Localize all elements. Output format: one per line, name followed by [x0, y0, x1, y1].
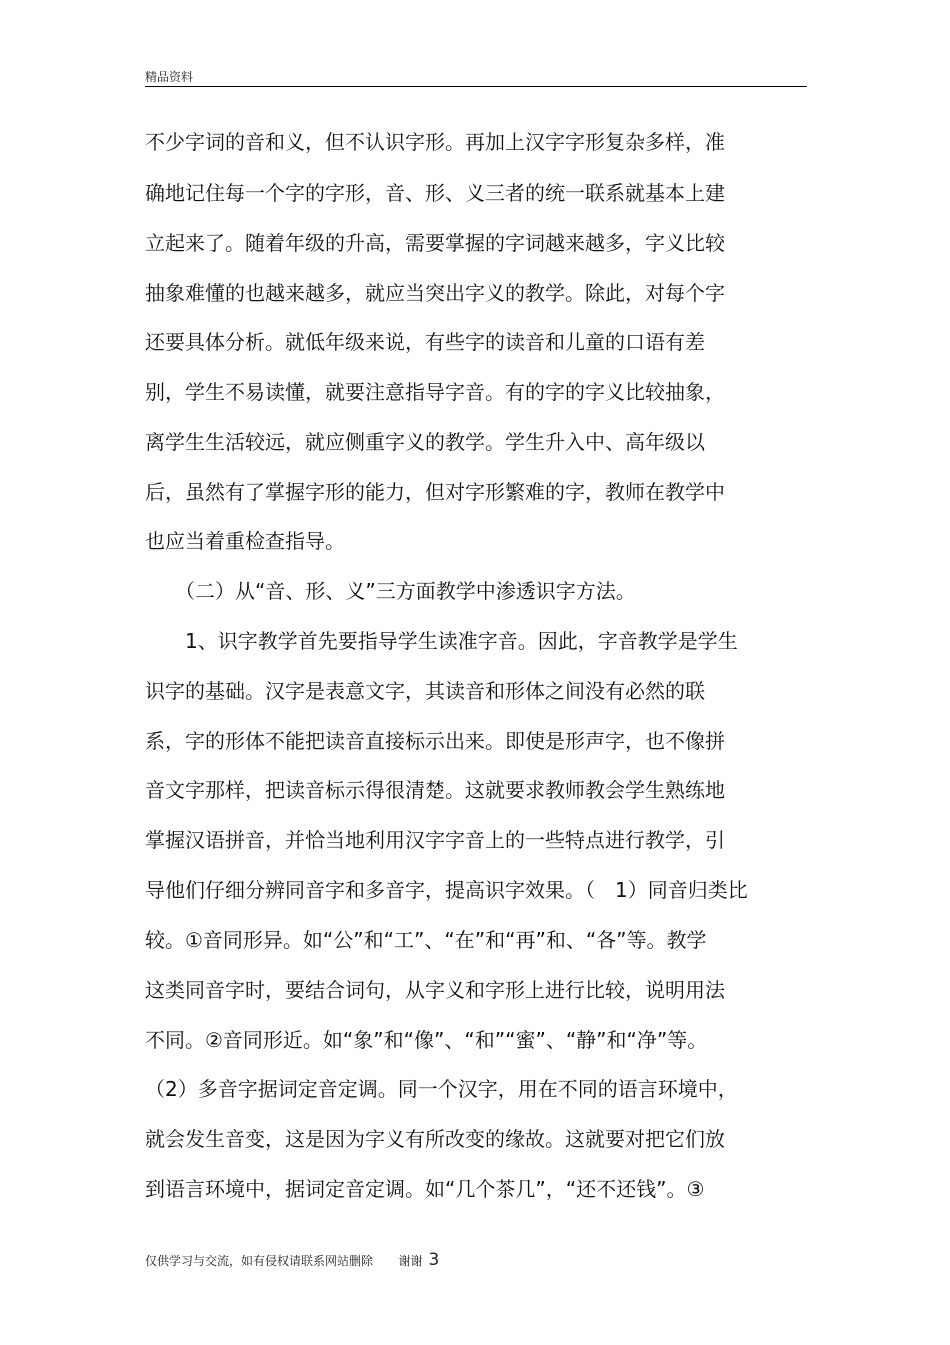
text-line: 确地记住每一个字的字形，音、形、义三者的统一联系就基本上建	[145, 181, 725, 205]
text-line: 就会发生音变，这是因为字义有所改变的缘故。这就要对把它们放	[145, 1127, 725, 1151]
text-line: （2）多音字据词定音定调。同一个汉字，用在不同的语言环境中，	[145, 1077, 738, 1101]
text-line: 别，学生不易读懂，就要注意指导字音。有的字的字义比较抽象，	[145, 380, 725, 404]
text-line: 抽象难懂的也越来越多，就应当突出字义的教学。除此，对每个字	[145, 281, 725, 305]
text-line: 立起来了。随着年级的升高，需要掌握的字词越来越多，字义比较	[145, 231, 725, 255]
text-line: 也应当着重检查指导。	[145, 529, 345, 553]
text-line: 不少字词的音和义，但不认识字形。再加上汉字字形复杂多样，准	[145, 130, 725, 154]
text-line: 到语言环境中，据词定音定调。如“几个茶几”，“还不还钱”。③	[145, 1177, 705, 1201]
text-line: 系，字的形体不能把读音直接标示出来。即使是形声字，也不像拼	[145, 729, 725, 753]
text-line: 还要具体分析。就低年级来说，有些字的读音和儿童的口语有差	[145, 330, 705, 354]
text-line: 离学生生活较远，就应侧重字义的教学。学生升入中、高年级以	[145, 430, 705, 454]
text-line: 导他们仔细分辨同音字和多音字，提高识字效果。（ 1）同音归类比	[145, 878, 748, 902]
text-line: 后，虽然有了掌握字形的能力，但对字形繁难的字，教师在教学中	[145, 480, 725, 504]
header-rule	[145, 86, 807, 87]
section-heading: （二）从“音、形、义”三方面教学中渗透识字方法。	[145, 579, 636, 603]
footer-thanks: 谢谢	[398, 1254, 423, 1268]
text-line: 较。①音同形异。如“公”和“工”、“在”和“再”和、“各”等。教学	[145, 928, 707, 952]
page-number: 3	[428, 1250, 440, 1270]
footer-notice: 仅供学习与交流，如有侵权请联系网站删除	[145, 1254, 374, 1268]
page-footer	[145, 1250, 439, 1270]
text-line: 音文字那样，把读音标示得很清楚。这就要求教师教会学生熟练地	[145, 778, 725, 802]
text-line: 这类同音字时，要结合词句，从字义和字形上进行比较，说明用法	[145, 978, 725, 1002]
text-line: 1、识字教学首先要指导学生读准字音。因此，字音教学是学生	[145, 629, 738, 653]
text-line: 识字的基础。汉字是表意文字，其读音和形体之间没有必然的联	[145, 679, 705, 703]
page-header: 精品资料	[145, 70, 194, 84]
text-line: 掌握汉语拼音，并恰当地利用汉字字音上的一些特点进行教学，引	[145, 828, 725, 852]
text-line: 不同。②音同形近。如“象”和“像”、“和”“蜜”、“静”和“净”等。	[145, 1028, 708, 1052]
